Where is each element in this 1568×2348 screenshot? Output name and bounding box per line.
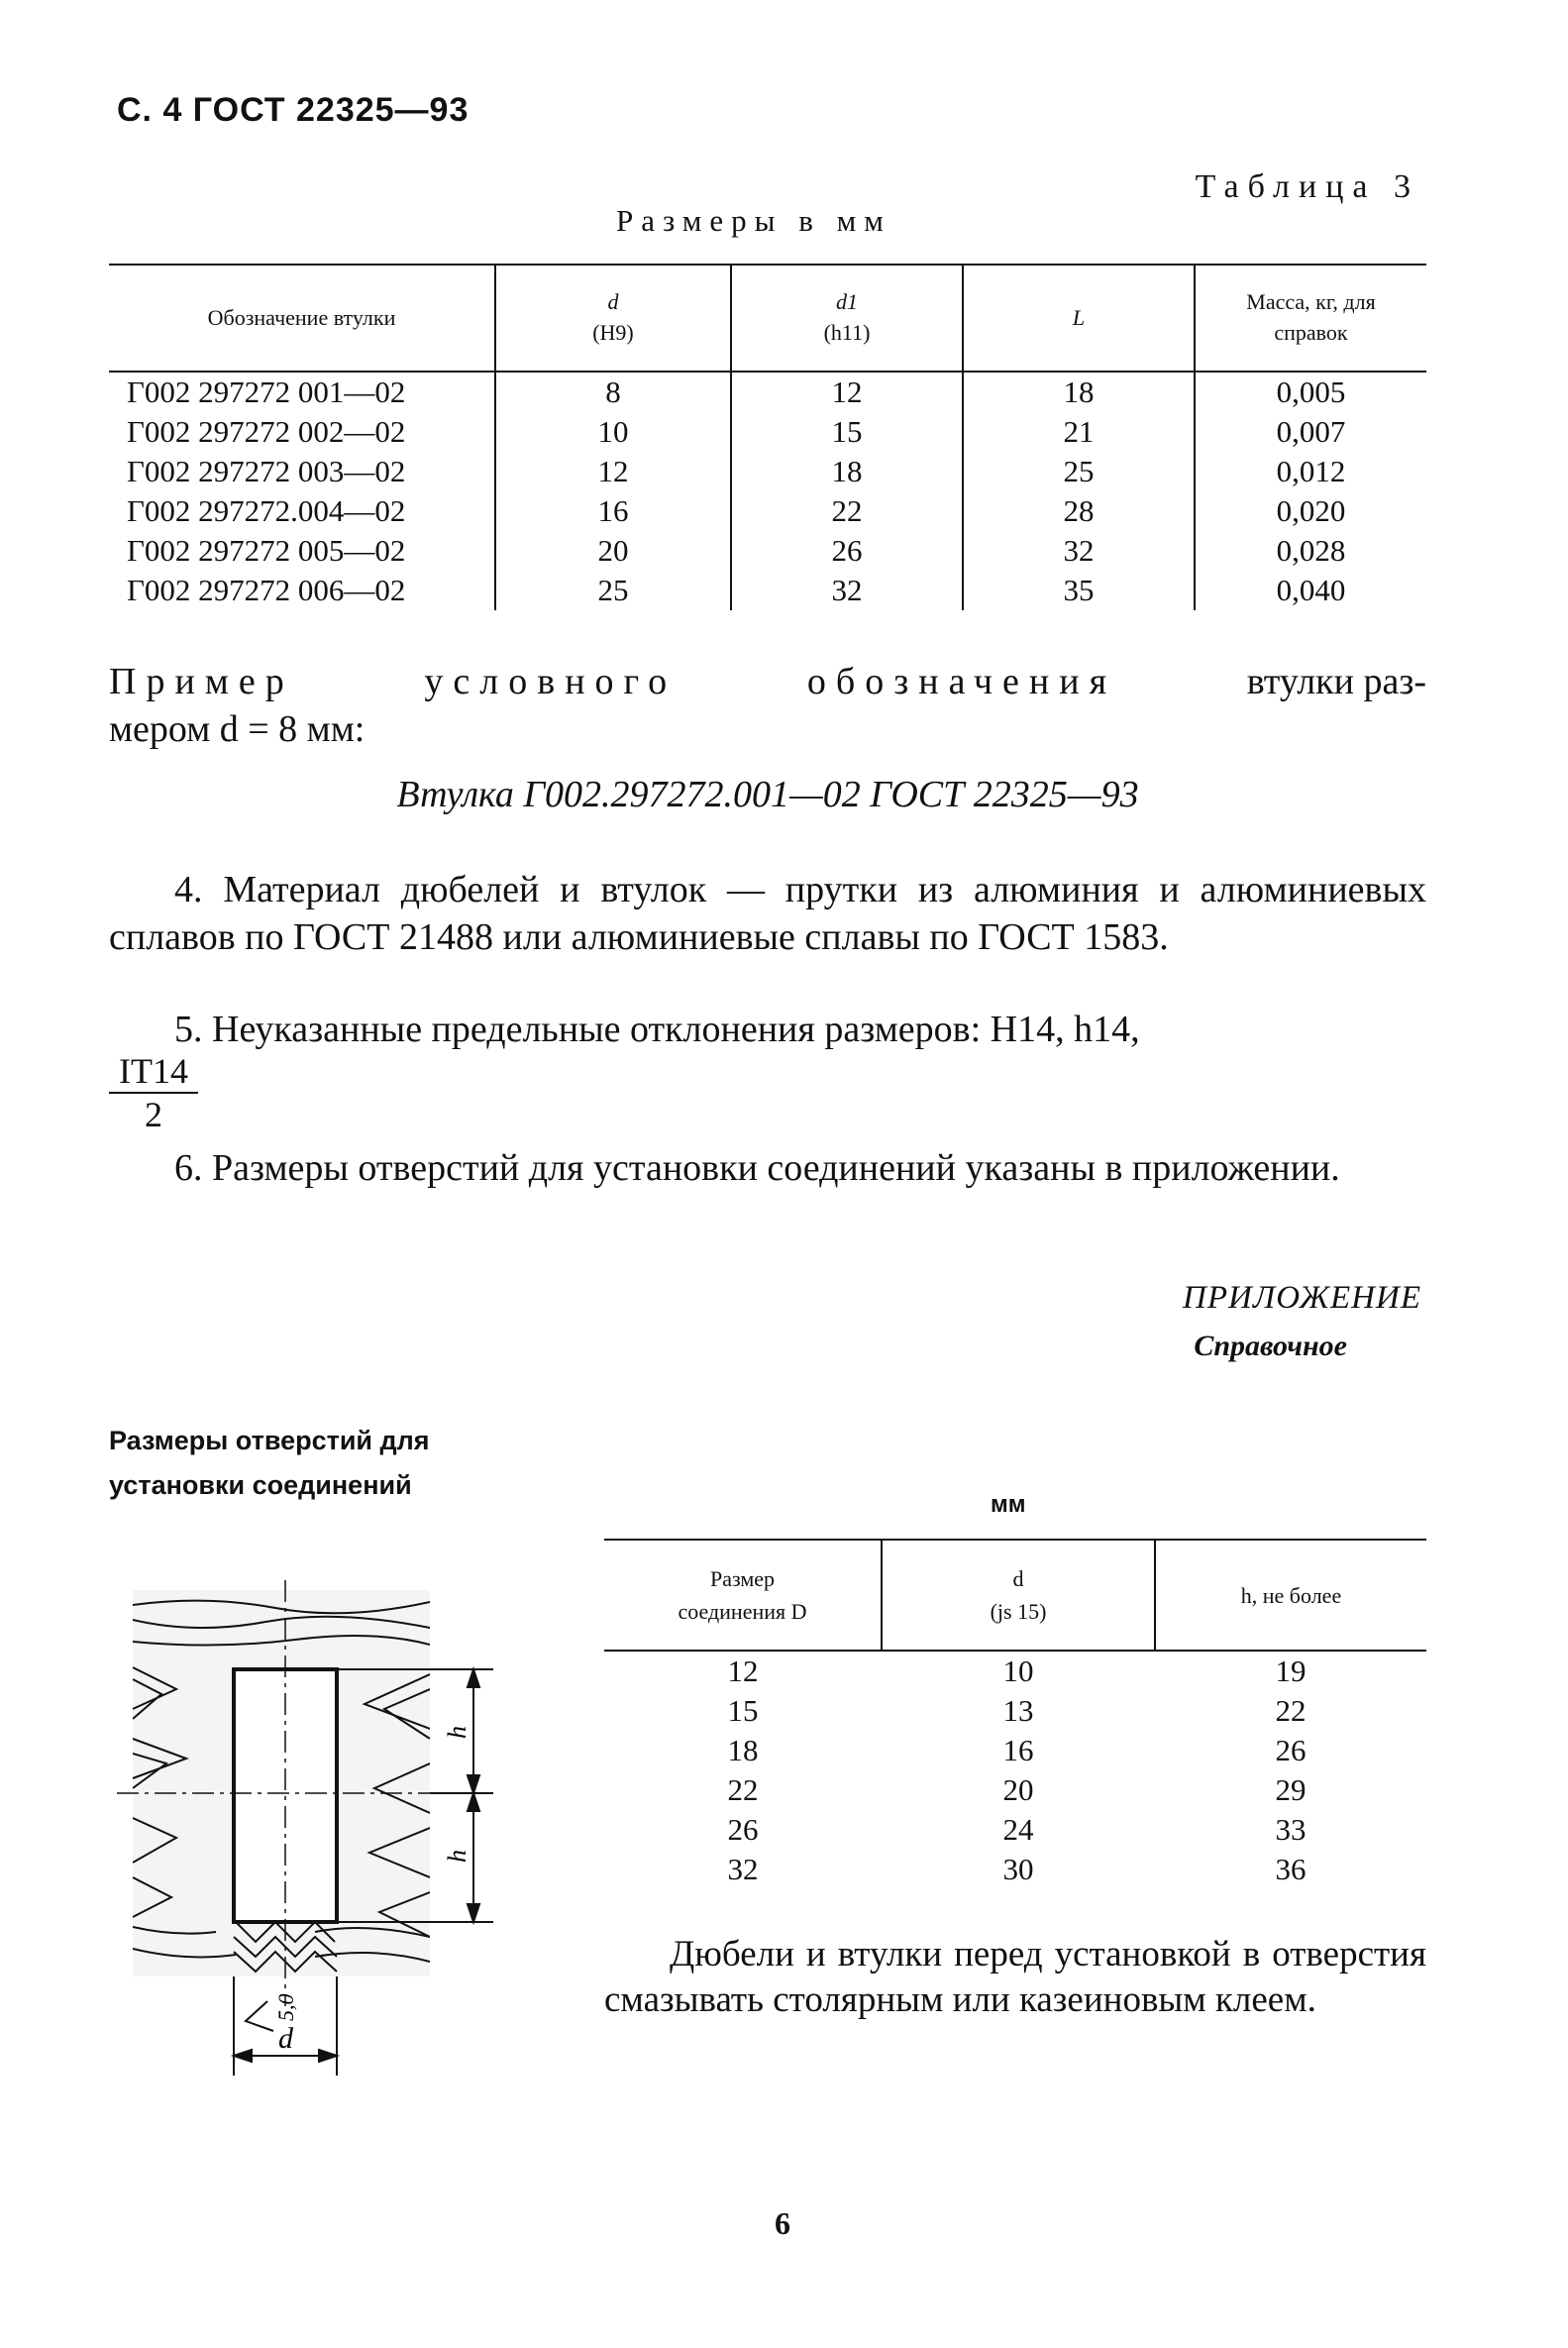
- holes-table-cell: 26: [727, 1812, 759, 1847]
- holes-table-cell: 22: [1275, 1693, 1307, 1728]
- table-cell: 12: [495, 452, 731, 491]
- example-word-1: Пример: [109, 661, 294, 702]
- appendix-subtitle: Справочное: [1194, 1330, 1347, 1362]
- table-cell: 35: [963, 571, 1195, 610]
- table-units: Размеры в мм: [616, 203, 891, 238]
- paragraph-5: 5. Неуказанные предельные отклонения размеров: H14, h14,: [174, 1009, 1140, 1050]
- table-cell: 25: [495, 571, 731, 610]
- table-cell: Г002 297272.004—02: [127, 493, 406, 528]
- holes-table-cell: 18: [727, 1733, 759, 1767]
- tolerance-fraction: [109, 1050, 198, 1135]
- holes-table-cell: 26: [1275, 1733, 1307, 1767]
- table-cell: 12: [731, 372, 963, 412]
- table-header-row: [109, 265, 1426, 372]
- holes-table-cell: 20: [1002, 1772, 1034, 1807]
- holes-table-cell: 15: [727, 1693, 759, 1728]
- holes-table-row: [604, 1731, 1426, 1770]
- table-cell: 15: [731, 412, 963, 452]
- table-row: [109, 571, 1426, 610]
- table-row: [109, 412, 1426, 452]
- fraction-denominator: 2: [145, 1095, 162, 1134]
- fraction-numerator: IT14: [109, 1050, 198, 1094]
- table-cell: 0,028: [1195, 531, 1426, 571]
- table-cell: 25: [963, 452, 1195, 491]
- dimension-label-d: d: [278, 2022, 293, 2055]
- col-header-joint-size: Размер соединения D: [604, 1540, 882, 1651]
- holes-table-cell: 32: [727, 1852, 759, 1886]
- table-cell: 20: [495, 531, 731, 571]
- page-number: 6: [775, 2205, 790, 2241]
- table-cell: 0,040: [1195, 571, 1426, 610]
- table-cell: 32: [963, 531, 1195, 571]
- table-cell: 8: [495, 372, 731, 412]
- example-block: [109, 658, 1426, 753]
- table-cell: 0,005: [1195, 372, 1426, 412]
- appendix-title: ПРИЛОЖЕНИЕ: [1183, 1280, 1421, 1316]
- table-row: [109, 452, 1426, 491]
- col-header-mass: Масса, кг, для справок: [1195, 265, 1426, 372]
- table-cell: 28: [963, 491, 1195, 531]
- page-header: С. 4 ГОСТ 22325—93: [117, 91, 470, 129]
- paragraph-6: 6. Размеры отверстий для установки соединений указаны в приложении.: [174, 1147, 1340, 1189]
- holes-caption: [109, 1419, 430, 1508]
- holes-table-header-row: [604, 1540, 1426, 1651]
- table-cell: 0,007: [1195, 412, 1426, 452]
- table-cell: 21: [963, 412, 1195, 452]
- holes-table-cell: 10: [1002, 1654, 1034, 1688]
- holes-table-row: [604, 1810, 1426, 1850]
- holes-caption-line-1: Размеры отверстий для: [109, 1426, 430, 1455]
- table-cell: 18: [963, 372, 1195, 412]
- table-cell: Г002 297272 002—02: [127, 414, 406, 449]
- table-row: [109, 491, 1426, 531]
- table-label: Таблица 3: [1195, 168, 1419, 205]
- holes-table: [604, 1539, 1426, 1889]
- table-cell: 32: [731, 571, 963, 610]
- holes-table-cell: 29: [1275, 1772, 1307, 1807]
- example-word-4: втулки раз-: [1246, 661, 1426, 702]
- table-cell: 10: [495, 412, 731, 452]
- dimension-label-h-top: h: [443, 1726, 471, 1739]
- example-word-2: условного: [424, 661, 678, 702]
- holes-table-cell: 12: [727, 1654, 759, 1688]
- col-header-designation: Обозначение втулки: [109, 265, 495, 372]
- dimension-label-h-bottom: h: [443, 1850, 471, 1863]
- example-line-2: мером d = 8 мм:: [109, 708, 366, 750]
- holes-caption-line-2: установки соединений: [109, 1470, 412, 1500]
- col-header-h: h, не более: [1155, 1540, 1426, 1651]
- holes-table-cell: 24: [1002, 1812, 1034, 1847]
- holes-table-row: [604, 1691, 1426, 1731]
- holes-table-row: [604, 1651, 1426, 1691]
- holes-table-cell: 13: [1002, 1693, 1034, 1728]
- hole-drawing: [117, 1580, 513, 2085]
- example-designation: Втулка Г002.297272.001—02 ГОСТ 22325—93: [396, 774, 1139, 815]
- glue-note: Дюбели и втулки перед установкой в отверстия смазывать столярным или казеиновым клеем.: [604, 1934, 1426, 2020]
- table-cell: 18: [731, 452, 963, 491]
- table-cell: Г002 297272 005—02: [127, 533, 406, 568]
- table-cell: Г002 297272 003—02: [127, 454, 406, 488]
- table-cell: 0,020: [1195, 491, 1426, 531]
- paragraph-4: 4. Материал дюбелей и втулок — прутки из алюминия и алюминиевых сплавов по ГОСТ 21488 или алюминиевые сплавы по ГОСТ 1583.: [109, 869, 1426, 958]
- holes-table-cell: 33: [1275, 1812, 1307, 1847]
- col-header-d: d (H9): [495, 265, 731, 372]
- table-cell: 26: [731, 531, 963, 571]
- example-word-3: обозначения: [806, 661, 1117, 702]
- holes-table-cell: 22: [727, 1772, 759, 1807]
- col-header-d1: d1 (h11): [731, 265, 963, 372]
- table-row: [109, 531, 1426, 571]
- bushings-table: [109, 264, 1426, 610]
- col-header-hole-d: d (js 15): [882, 1540, 1155, 1651]
- col-header-l: L: [963, 265, 1195, 372]
- holes-table-units: мм: [991, 1491, 1026, 1518]
- chamfer-label: 5,0: [273, 1993, 298, 2021]
- holes-table-row: [604, 1850, 1426, 1889]
- table-cell: Г002 297272 006—02: [127, 573, 406, 607]
- table-cell: 16: [495, 491, 731, 531]
- holes-table-row: [604, 1770, 1426, 1810]
- table-row: [109, 372, 1426, 412]
- holes-table-cell: 19: [1275, 1654, 1307, 1688]
- holes-table-cell: 16: [1002, 1733, 1034, 1767]
- table-cell: 22: [731, 491, 963, 531]
- table-cell: 0,012: [1195, 452, 1426, 491]
- table-cell: Г002 297272 001—02: [127, 374, 406, 409]
- holes-table-cell: 30: [1002, 1852, 1034, 1886]
- holes-table-cell: 36: [1275, 1852, 1307, 1886]
